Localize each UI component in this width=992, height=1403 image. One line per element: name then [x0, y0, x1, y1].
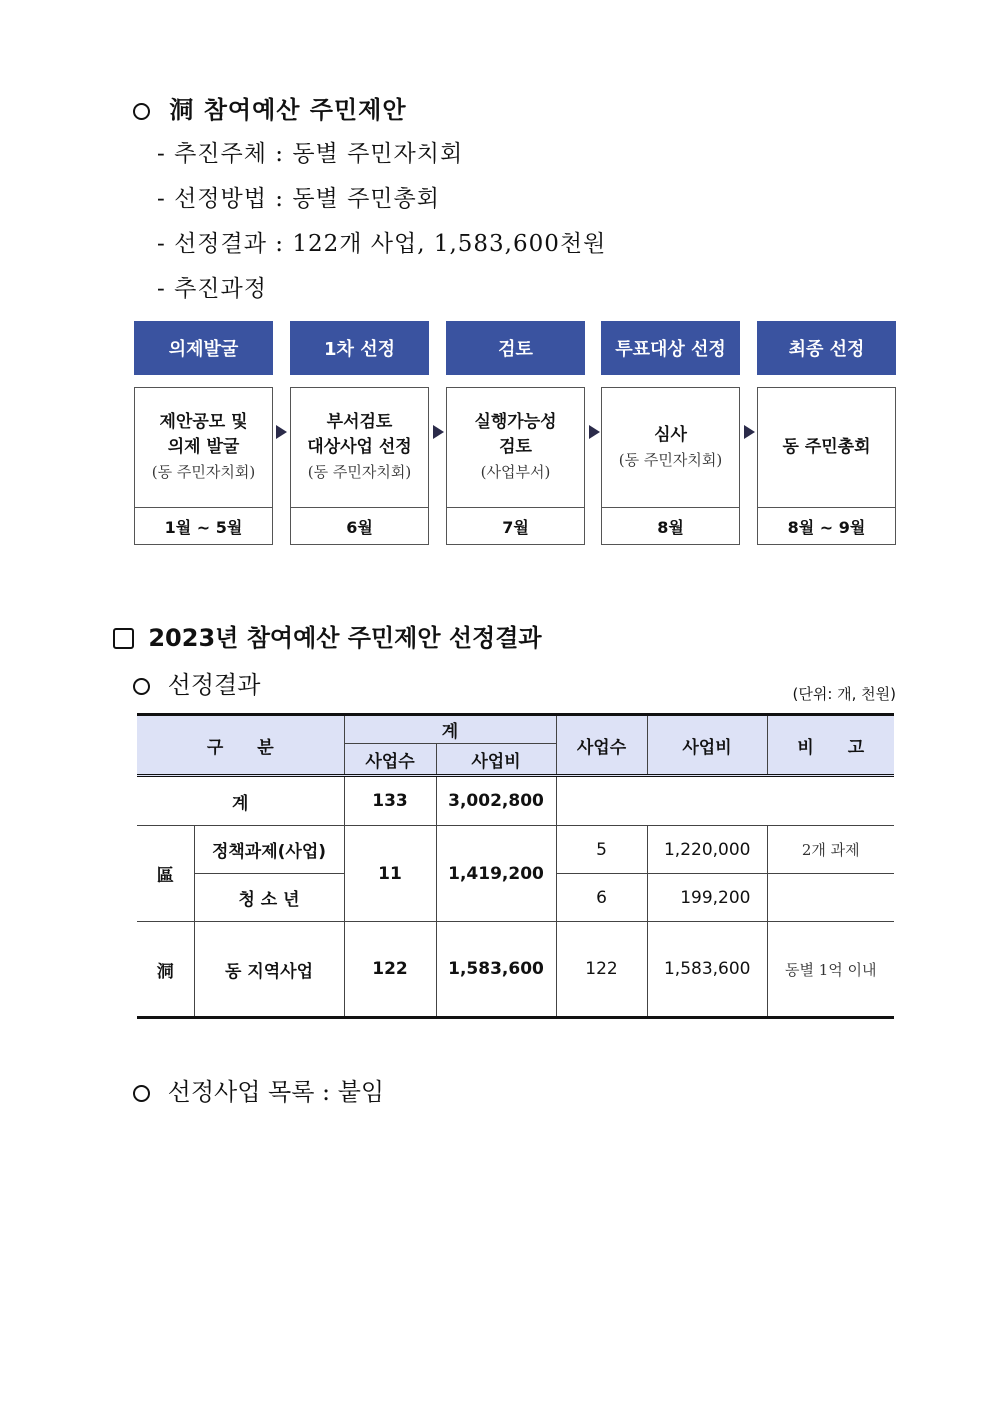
- bullet-process: - 추진과정: [157, 276, 267, 302]
- results-table: [137, 713, 894, 1019]
- table-row: [137, 922, 894, 1018]
- process-step-head: 의제발굴: [134, 321, 273, 375]
- circle-bullet-icon: [133, 103, 150, 120]
- bullet-method: - 선정방법 : 동별 주민총회: [157, 186, 440, 212]
- row-name: 동 지역사업: [194, 922, 344, 1018]
- dong-cost: 1,583,600: [436, 922, 556, 1018]
- step-text: 검토: [499, 437, 532, 457]
- row-name: 정책과제(사업): [194, 826, 344, 874]
- process-step-head: 검토: [446, 321, 585, 375]
- step-sub: (동 주민자치회): [307, 463, 412, 481]
- step-date: 1월 ~ 5월: [135, 507, 272, 544]
- row-label: 계: [137, 776, 344, 826]
- process-step-head: 최종 선정: [757, 321, 896, 375]
- arrow-right-icon: [744, 425, 755, 439]
- cell-cost: 199,200: [647, 874, 767, 922]
- circle-bullet-icon: [133, 678, 150, 695]
- circle-bullet-icon: [133, 1085, 150, 1102]
- step-date: 8월: [602, 507, 739, 544]
- row-name: 청 소 년: [194, 874, 344, 922]
- step-text: 동 주민총회: [782, 436, 871, 457]
- step-date: 7월: [447, 507, 584, 544]
- process-step-box: [446, 387, 585, 545]
- process-step-box: [290, 387, 429, 545]
- process-step-box: [134, 387, 273, 545]
- total-cost: 3,002,800: [436, 776, 556, 826]
- total-count: 133: [344, 776, 436, 826]
- cell-count: 5: [556, 826, 647, 874]
- cell-cost: 1,220,000: [647, 826, 767, 874]
- header-count: 사업수: [556, 715, 647, 776]
- row-group-dong: 洞: [137, 922, 194, 1018]
- header-cost: 사업비: [647, 715, 767, 776]
- header-note: 비 고: [767, 715, 894, 776]
- cell-note: 2개 과제: [767, 826, 894, 874]
- bullet-result: - 선정결과 : 122개 사업, 1,583,600천원: [157, 231, 607, 257]
- gu-cost: 1,419,200: [436, 826, 556, 922]
- gu-count: 11: [344, 826, 436, 922]
- unit-label: (단위: 개, 천원): [792, 685, 896, 703]
- step-text: 제안공모 및: [159, 412, 248, 432]
- cell-count: 6: [556, 874, 647, 922]
- table-row: [137, 826, 894, 874]
- arrow-right-icon: [589, 425, 600, 439]
- step-date: 8월 ~ 9월: [758, 507, 895, 544]
- step-text: 부서검토: [326, 412, 393, 432]
- section-title-list: 선정사업 목록 : 붙임: [133, 1072, 384, 1107]
- step-date: 6월: [291, 507, 428, 544]
- step-sub: (동 주민자치회): [618, 450, 723, 469]
- step-sub: (동 주민자치회): [151, 463, 256, 481]
- bullet-promoter: - 추진주체 : 동별 주민자치회: [157, 141, 464, 167]
- step-sub: (사업부서): [480, 463, 551, 481]
- process-step-head: 1차 선정: [290, 321, 429, 375]
- section-title-results-2023: 2023년 참여예산 주민제안 선정결과: [113, 618, 542, 653]
- subsection-title-results: 선정결과: [133, 665, 260, 700]
- cell-note: [767, 874, 894, 922]
- arrow-right-icon: [276, 425, 287, 439]
- cell-count: 122: [556, 922, 647, 1018]
- step-text: 대상사업 선정: [307, 437, 412, 457]
- arrow-right-icon: [433, 425, 444, 439]
- header-total: 계: [344, 715, 556, 744]
- process-step-box: [757, 387, 896, 545]
- section-title-dong-proposal: 洞 참여예산 주민제안: [133, 90, 407, 125]
- table-row-total: [137, 776, 894, 826]
- row-group-gu: 區: [137, 826, 194, 922]
- header-total-cost: 사업비: [436, 744, 556, 776]
- cell-note: 동별 1억 이내: [767, 922, 894, 1018]
- process-step-head: 투표대상 선정: [601, 321, 740, 375]
- header-total-count: 사업수: [344, 744, 436, 776]
- step-text: 실행가능성: [474, 412, 557, 432]
- header-category: 구 분: [137, 715, 344, 776]
- square-bullet-icon: [113, 628, 134, 649]
- cell-cost: 1,583,600: [647, 922, 767, 1018]
- process-step-box: [601, 387, 740, 545]
- step-text: 의제 발굴: [167, 437, 240, 457]
- dong-count: 122: [344, 922, 436, 1018]
- step-text: 심사: [654, 424, 687, 445]
